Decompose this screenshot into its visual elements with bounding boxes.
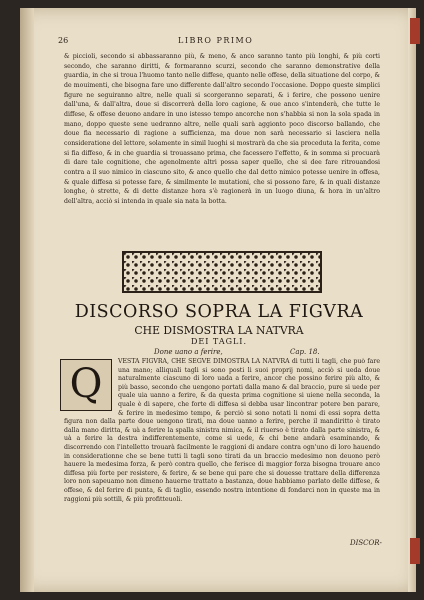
page-fore-edge	[408, 8, 416, 592]
chapter-title: DISCORSO SOPRA LA FIGVRA	[74, 302, 364, 322]
first-paragraph: & piccioli, secondo si abbassaranno più, & meno, & anco saranno tanto più longhi, & più corti secondo, che saranno diritti, & formaranno scurzi, secondo che saranno demonstrative della guardia, in che si troua l'huomo tanto nelle diffese, quanto nelle offese, della situatione del corpo, & de mouimenti, che bisogna fare uno differente dall'altro secondo l'occasione. Doppo queste simplici figure ne seguiranno altre, nelle quali si scorgeranno separati, & i ferire, che possono uenire dall'una, & dall'altra, doue si discorrerà della loro cagione, & oue anco s'intenderà, che tutte le diffese, & offese deuono andare in uno istesso tempo ancorche non s'habbia si non la sola spada in mano, doppo queste sene uedranno altre, nelle quali sarà aggionto poco discorso ballando, che doue fia necessario di ragione a sufficienza, ma doue non sarà necessario si lasciera nella consideratione del lettore, solamente in simil luoghi si mostrarà da che sia proceduta la ferita, come si fia diffeso, & in che guardia si trouassano prima, che facessero l'effetto, & in somma si procuarà di dare tale cognitione, che agenolmente altri possa saper quello, che si dee fare ritrouandosi contra a il suo nimico in ciascuno sito, & anco quello che dal detto nimico potesse uenire in offesa, & quale diffesa si potesse fare, & similmente le mutationi, che si possono fare, & in quali distanze longhe, ò strette, & di dette distanze hora s'è ragionerà in un luogo diuna, & hora in un'altro dell'altra, acciò si intenda in quale sia nata la botta.	[64, 53, 380, 205]
chapter-subtitle-line2: DEI TAGLI.	[190, 337, 248, 346]
red-bookmark-tab	[410, 18, 420, 44]
chapter-number: Cap. 18.	[290, 348, 320, 356]
second-paragraph: VESTA FIGVRA, CHE SEGVE DIMOSTRA LA NATVRA di tutti li tagli, che può fare una mano; alliquali tagli si sono posti li suoi proprij nomi, acciò si ueda doue naturalmente ciascuno di loro uada a ferire, ancor che possino ferire più alto, & più basso, secondo che uengono portati dalla mano & dal braccio, pure si uede per quale uia uanno a ferire, & da questa prima cognitione si uiene nella seconda, la quale è di sapere, che forte di diffesa si debba usar lincontrar potere ben parare, & ferire in medesimo tempo, & perciò si sono notati li nomi di essi sopra detta figura non dalla parte doue uengono tirati, ma doue uanno a ferire, perche il mandiritto è tirato dalla mano diritta, & uà a ferire la spalla sinistra nimica, & il riuerso è tirato dalla parte sinistra, & uà a ferire la destra indifferentemente, come si uede, & chi bene andarà esaminando, & discorrendo con l'intelletto trouarà facilmente le raggioni di andare contra ogn'uno di loro hauendo in considerationne che se bene tutti li tagli sono tirati da un braccio medesimo non deuono però hauere la medesima forza, & però contra quello, che ferisce di maggior forza bisogna trouare anco diffesa più forte per resistere, & ferire, & se bene qui pare che si douesse trattare della differenza loro non sapeuamo non dimeno hauerne trattato a bastanza, doue habbiamo parlato delle diffese, & offese, & del ferire di punta, & di taglio, essendo nostra intentione di fondarci non in queste ma in raggioni più sottili, & più profitteuoli.	[64, 358, 380, 503]
red-bookmark-tab	[410, 538, 420, 564]
side-note: Done uano a ferire,	[154, 348, 223, 356]
decorative-ornament-band	[122, 251, 322, 293]
chapter-subtitle: CHE DISMOSTRA LA NATVRA	[134, 324, 304, 337]
page-number: 26	[58, 36, 69, 45]
running-title: LIBRO PRIMO	[178, 36, 254, 45]
catchword: DISCOR-	[350, 539, 382, 547]
decorated-initial-letter: Q	[60, 359, 112, 411]
page-binding-edge	[20, 8, 34, 592]
running-header	[58, 36, 380, 48]
